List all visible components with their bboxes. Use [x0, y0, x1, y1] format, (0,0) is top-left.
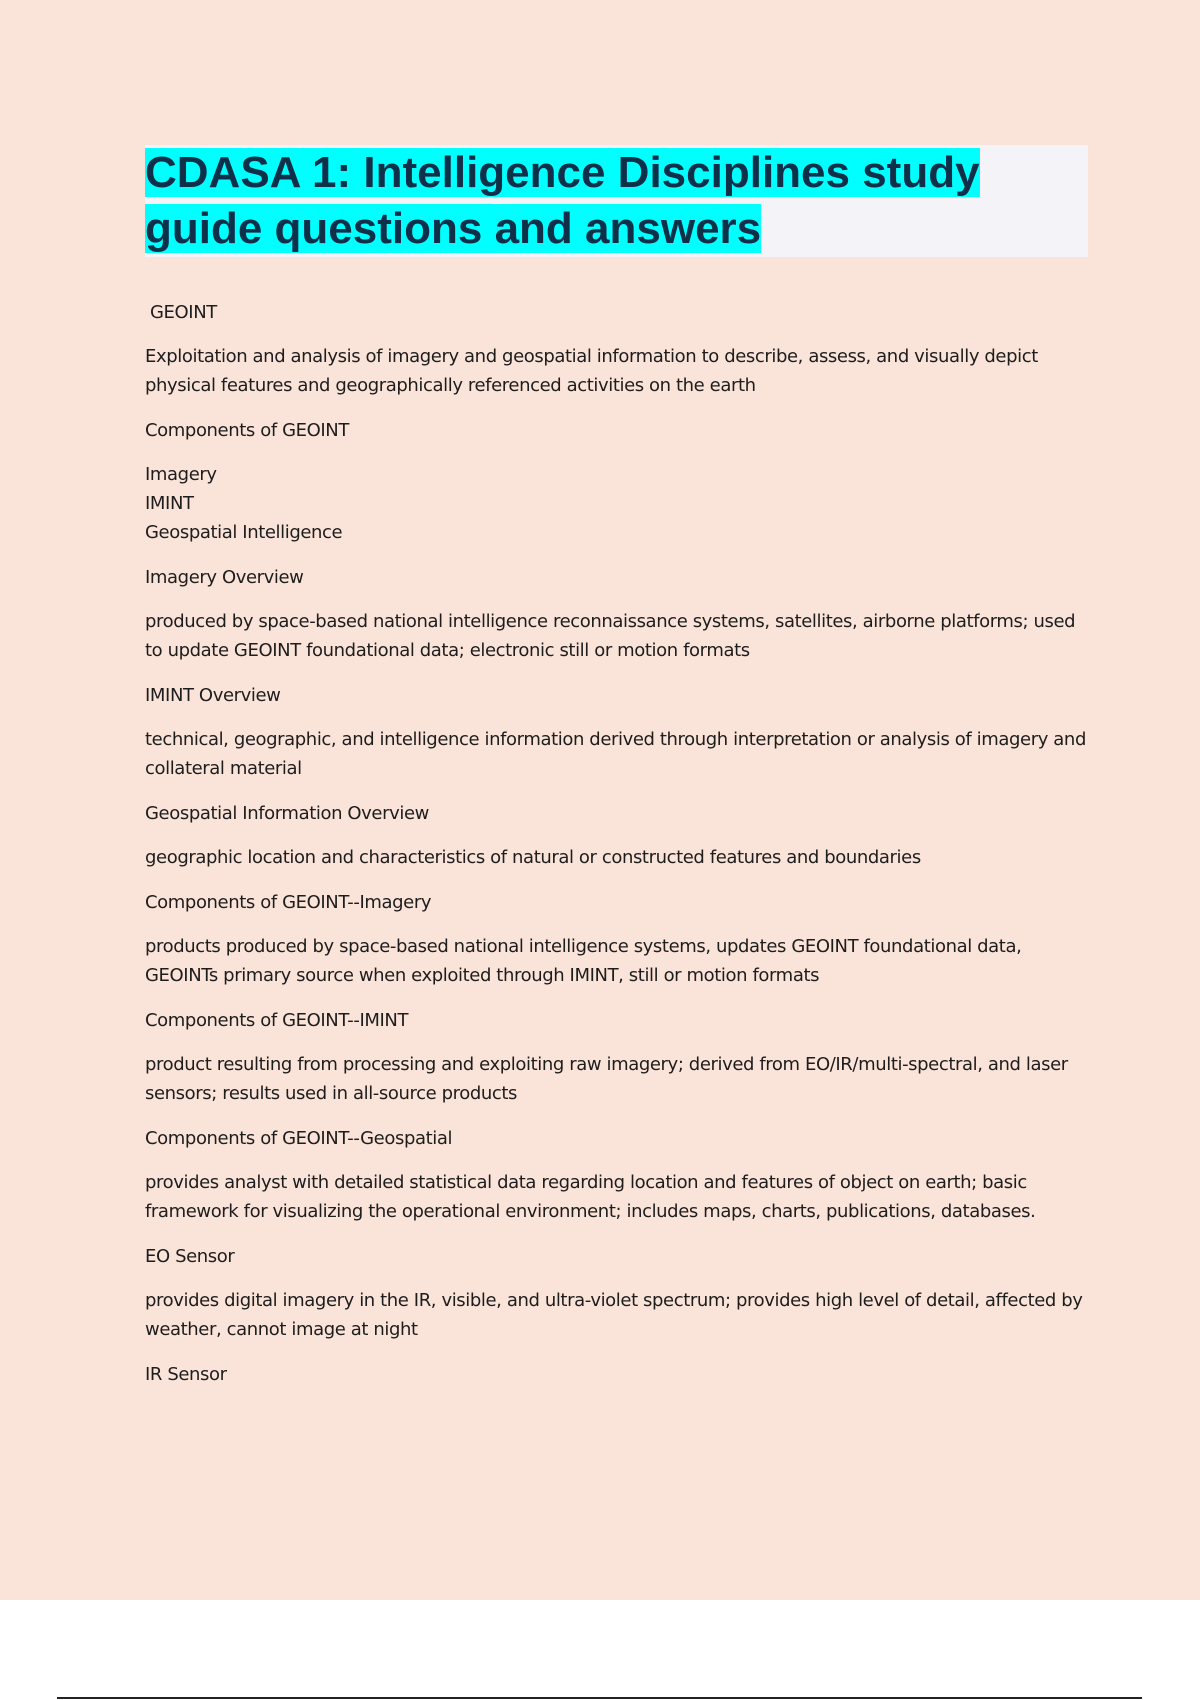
entry-term: Components of GEOINT--Geospatial — [145, 1128, 453, 1149]
entry-term: Imagery Overview — [145, 567, 304, 588]
definition-line: Geospatial Intelligence — [145, 522, 343, 543]
entry-definition: product resulting from processing and exploiting raw imagery; derived from EO/IR/multi-spectral, and laser sensors; results used in all-source products — [145, 1054, 1068, 1104]
entry-term: Components of GEOINT--Imagery — [145, 892, 432, 913]
document-title-text: CDASA 1: Intelligence Disciplines study guide questions and answers — [145, 148, 980, 253]
definition-line: IMINT — [145, 493, 194, 514]
document-title — [145, 145, 1088, 257]
entry-term: EO Sensor — [145, 1246, 235, 1267]
entry-term: Components of GEOINT — [145, 420, 349, 441]
entry-definition: geographic location and characteristics of natural or constructed features and boundaries — [145, 847, 921, 868]
entry-definition: products produced by space-based national intelligence systems, updates GEOINT foundational data, GEOINTs primary source when exploited through IMINT, still or motion formats — [145, 936, 1022, 986]
entry-term: IMINT Overview — [145, 685, 281, 706]
document-content — [145, 298, 1095, 1404]
entry-term: IR Sensor — [145, 1364, 227, 1385]
entry-definition: Exploitation and analysis of imagery and geospatial information to describe, assess, and visually depict physical features and geographically referenced activities on the earth — [145, 346, 1038, 396]
entry-definition: technical, geographic, and intelligence information derived through interpretation or analysis of imagery and collateral material — [145, 729, 1086, 779]
entry-definition: provides analyst with detailed statistical data regarding location and features of object on earth; basic framework for visualizing the operational environment; includes maps, charts, publications, databases. — [145, 1172, 1036, 1222]
definition-line: Imagery — [145, 464, 217, 485]
footer-divider — [57, 1697, 1142, 1699]
entry-term: Components of GEOINT--IMINT — [145, 1010, 409, 1031]
title-block — [145, 145, 1088, 257]
entry-definition: provides digital imagery in the IR, visible, and ultra-violet spectrum; provides high level of detail, affected by weather, cannot image at night — [145, 1290, 1083, 1340]
entry-definition: produced by space-based national intelligence reconnaissance systems, satellites, airborne platforms; used to update GEOINT foundational data; electronic still or motion formats — [145, 611, 1076, 661]
entry-definition — [145, 460, 1095, 547]
entry-term: GEOINT — [150, 302, 217, 323]
entry-term: Geospatial Information Overview — [145, 803, 429, 824]
